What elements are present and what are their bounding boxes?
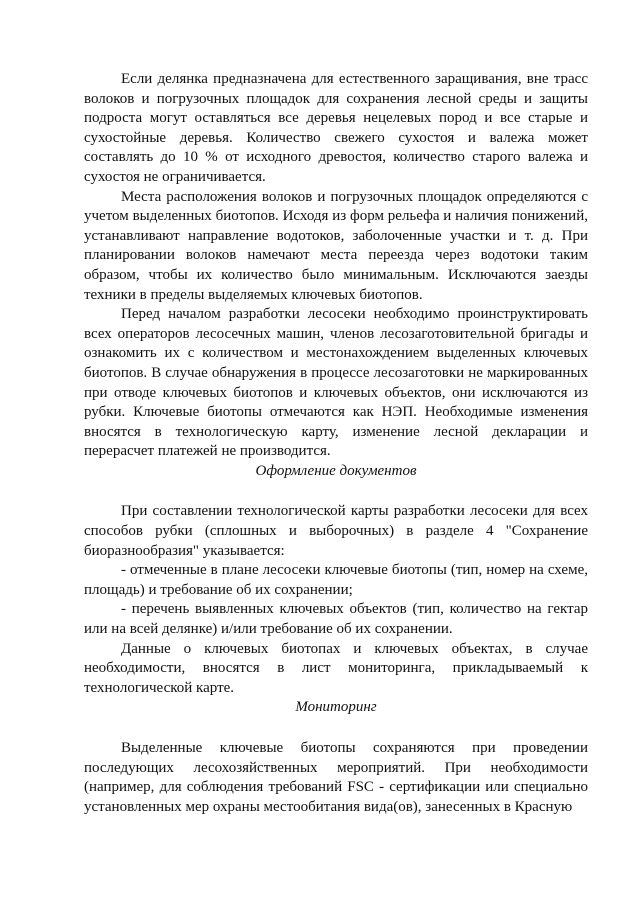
paragraph-tech-map: При составлении технологической карты разработки лесосеки для всех способов рубки (сплошных и выборочных) в разделе 4 "Сохранение биоразнообразия" указывается: [84,503,588,559]
list-item-objects: - перечень выявленных ключевых объектов (тип, количество на гектар или на всей делянке) и/или требование об их сохранении. [84,601,588,638]
paragraph-skid-trails: Места расположения волоков и погрузочных площадок определяются с учетом выделенных биотопов. Исходя из форм рельефа и наличия понижений, устанавливают направление водотоков, заболоченные участки и т. д. При планировании волоков намечают места переезда через водотоки таким образом, чтобы их количество было минимальным. Исключаются заезды техники в пределы выделяемых ключевых биотопов. [84,188,588,303]
document-page [84,70,588,817]
list-item-biotopes: - отмеченные в плане лесосеки ключевые биотопы (тип, номер на схеме, площадь) и требование об их сохранении; [84,562,588,598]
section-heading-documents: Оформление документов [255,462,417,479]
paragraph-preservation: Выделенные ключевые биотопы сохраняются при проведении последующих лесохозяйственных мероприятий. При необходимости (например, для соблюдения требований FSC - сертификации или специально установленных мер охраны местообитания вида(ов), занесенных в Красную [84,740,588,815]
section-heading-monitoring: Мониторинг [295,699,377,716]
paragraph-natural-regrowth: Если делянка предназначена для естественного заращивания, вне трасс волоков и погрузочных площадок для сохранения лесной среды и защиты подроста могут оставляться все деревья нецелевых пород и все старые и сухостойные деревья. Количество свежего сухостоя и валежа может составлять до 10 % от исходного древостоя, количество старого валежа и сухостоя не ограничивается. [84,71,588,185]
spacer [84,481,588,502]
paragraph-monitoring-sheet: Данные о ключевых биотопах и ключевых объектах, в случае необходимости, вносятся в лист мониторинга, прикладываемый к технологической карте. [84,640,588,696]
paragraph-briefing: Перед началом разработки лесосеки необходимо проинструктировать всех операторов лесосечных машин, членов лесозаготовительной бригады и ознакомить их с количеством и местонахождением выделенных ключевых биотопов. В случае обнаружения в процессе лесозаготовки не маркированных при отводе ключевых биотопов и ключевых объектов, они исключаются из рубки. Ключевые биотопы отмечаются как НЭП. Необходимые изменения вносятся в технологическую карту, изменение лесной декларации и перерасчет платежей не производится. [84,306,588,460]
spacer [84,718,588,739]
